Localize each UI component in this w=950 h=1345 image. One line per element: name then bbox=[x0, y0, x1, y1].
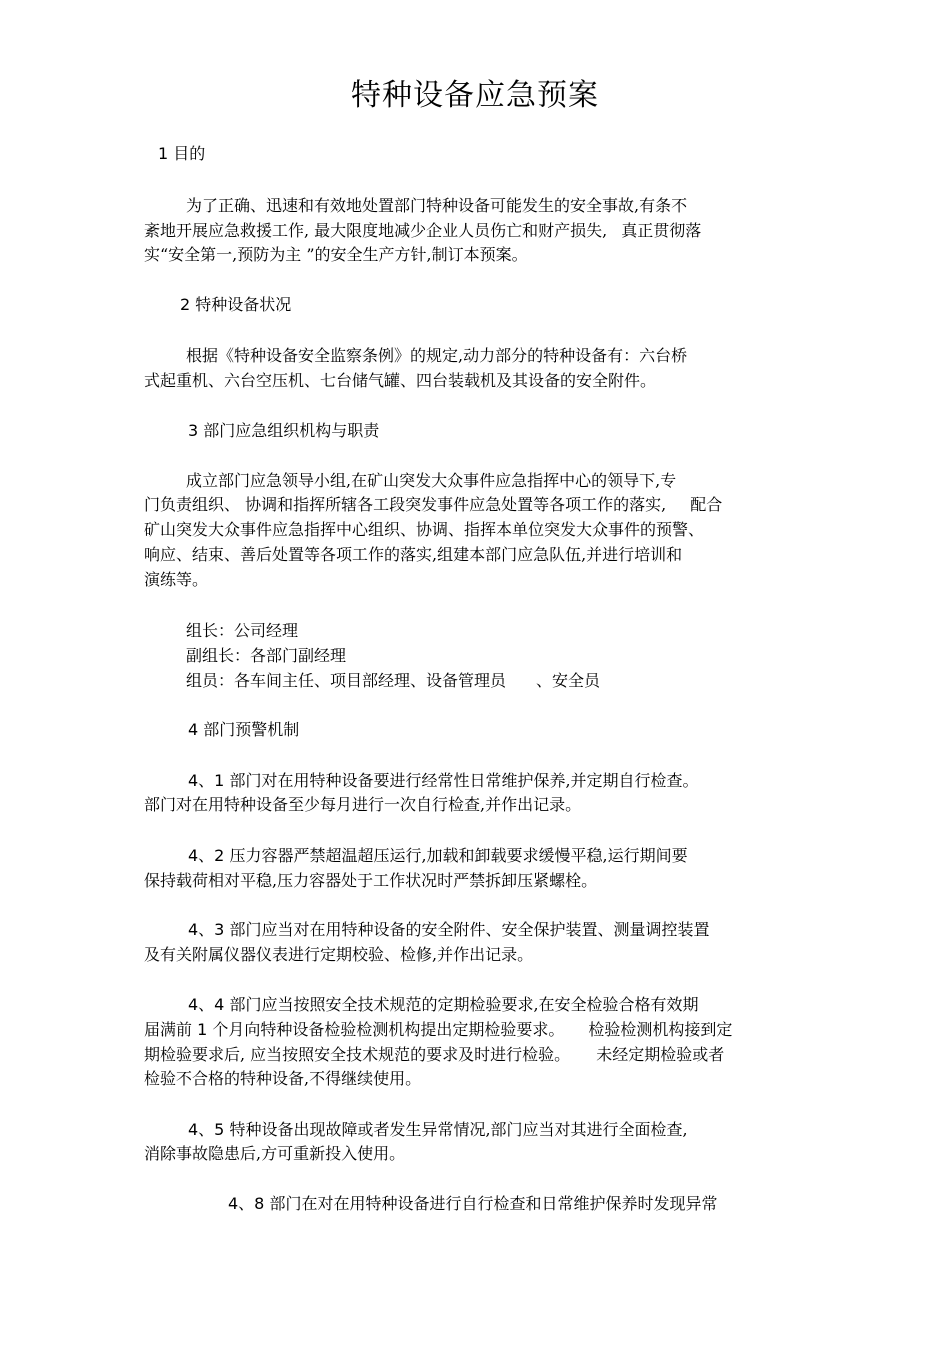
section-2-line-2: 式起重机、六台空压机、七台储气罐、四台装载机及其设备的安全附件。 bbox=[144, 371, 657, 390]
section-3-line-4: 响应、结束、善后处置等各项工作的落实,组建本部门应急队伍,并进行培训和 bbox=[144, 545, 683, 564]
item-4-4-text-2a: 届满前 bbox=[144, 1020, 193, 1039]
item-4-2-line-2: 保持载荷相对平稳,压力容器处于工作状况时严禁拆卸压紧螺栓。 bbox=[144, 871, 598, 890]
item-4-8-number: 4、8 bbox=[228, 1194, 265, 1213]
item-4-4-line-4: 检验不合格的特种设备,不得继续使用。 bbox=[144, 1069, 422, 1088]
item-4-2-line-1 bbox=[188, 846, 688, 866]
item-4-5-text-1: 特种设备出现故障或者发生异常情况,部门应当对其进行全面检查, bbox=[229, 1120, 688, 1139]
member-leader: 组长：公司经理 bbox=[186, 621, 299, 640]
item-4-4-line-3 bbox=[144, 1045, 724, 1065]
document-title: 特种设备应急预案 bbox=[351, 78, 599, 113]
section-3-number: 3 bbox=[188, 421, 199, 440]
item-4-3-text-1: 部门应当对在用特种设备的安全附件、安全保护装置、测量调控装置 bbox=[229, 920, 710, 939]
section-3-line-3: 矿山突发大众事件应急指挥中心组织、协调、指挥本单位突发大众事件的预警、 bbox=[144, 520, 705, 539]
item-4-2-text-1: 压力容器严禁超温超压运行,加载和卸载要求缓慢平稳,运行期间要 bbox=[229, 846, 688, 865]
item-4-1-line-2: 部门对在用特种设备至少每月进行一次自行检查,并作出记录。 bbox=[144, 795, 582, 814]
section-4-heading bbox=[188, 720, 299, 740]
section-1-number: 1 bbox=[158, 144, 169, 163]
member-members-a: 组员：各车间主任、项目部经理、设备管理员 bbox=[186, 671, 507, 690]
section-1-line-1: 为了正确、迅速和有效地处置部门特种设备可能发生的安全事故,有条不 bbox=[186, 196, 688, 215]
item-4-4-text-1: 部门应当按照安全技术规范的定期检验要求,在安全检验合格有效期 bbox=[229, 995, 699, 1014]
section-1-heading bbox=[158, 144, 205, 164]
item-4-5-line-2: 消除事故隐患后,方可重新投入使用。 bbox=[144, 1144, 406, 1163]
item-4-4-text-3b: 未经定期检验或者 bbox=[596, 1045, 725, 1064]
member-members bbox=[186, 671, 600, 691]
member-members-b: 、安全员 bbox=[536, 671, 601, 690]
section-3-line-2 bbox=[144, 495, 722, 515]
item-4-1-number: 4、1 bbox=[188, 771, 225, 790]
section-1-line-3: 实“安全第一,预防为主 ”的安全生产方针,制订本预案。 bbox=[144, 245, 528, 264]
section-1-title: 目的 bbox=[173, 144, 206, 163]
section-2-heading bbox=[180, 295, 291, 315]
item-4-1-line-1 bbox=[188, 771, 699, 791]
section-1-line-2a: 紊地开展应急救援工作, 最大限度地减少企业人员伤亡和财产损失, bbox=[144, 221, 608, 240]
item-4-4-text-3a: 期检验要求后, 应当按照安全技术规范的要求及时进行检验。 bbox=[144, 1045, 571, 1064]
item-4-2-number: 4、2 bbox=[188, 846, 225, 865]
item-4-4-text-2d: 检验检测机构接到定 bbox=[588, 1020, 733, 1039]
item-4-4-line-1 bbox=[188, 995, 699, 1015]
section-1-line-2 bbox=[144, 221, 701, 241]
section-1-line-2b: 真正贯彻落 bbox=[621, 221, 702, 240]
item-4-8-line-1 bbox=[228, 1194, 717, 1214]
item-4-4-number: 4、4 bbox=[188, 995, 225, 1014]
item-4-5-line-1 bbox=[188, 1120, 688, 1140]
section-3-heading bbox=[188, 421, 379, 441]
section-2-line-1: 根据《特种设备安全监察条例》的规定,动力部分的特种设备有：六台桥 bbox=[186, 346, 688, 365]
item-4-5-number: 4、5 bbox=[188, 1120, 225, 1139]
item-4-4-line-2 bbox=[144, 1020, 732, 1040]
section-4-number: 4 bbox=[188, 720, 199, 739]
section-2-title: 特种设备状况 bbox=[195, 295, 292, 314]
item-4-3-number: 4、3 bbox=[188, 920, 225, 939]
section-2-number: 2 bbox=[180, 295, 191, 314]
item-4-3-line-1 bbox=[188, 920, 709, 940]
member-deputy-leader: 副组长：各部门副经理 bbox=[186, 646, 347, 665]
section-3-line-1: 成立部门应急领导小组,在矿山突发大众事件应急指挥中心的领导下,专 bbox=[186, 471, 677, 490]
item-4-4-text-2c: 个月向特种设备检验检测机构提出定期检验要求。 bbox=[212, 1020, 565, 1039]
section-3-title: 部门应急组织机构与职责 bbox=[203, 421, 380, 440]
item-4-1-text-1: 部门对在用特种设备要进行经常性日常维护保养,并定期自行检查。 bbox=[229, 771, 699, 790]
section-4-title: 部门预警机制 bbox=[203, 720, 300, 739]
item-4-8-text-1: 部门在对在用特种设备进行自行检查和日常维护保养时发现异常 bbox=[269, 1194, 718, 1213]
section-3-line-2b: 配合 bbox=[690, 495, 723, 514]
item-4-4-text-2b: 1 bbox=[197, 1020, 208, 1039]
section-3-line-2a: 门负责组织、 协调和指挥所辖各工段突发事件应急处置等各项工作的落实, bbox=[144, 495, 667, 514]
section-3-line-5: 演练等。 bbox=[144, 570, 209, 589]
item-4-3-line-2: 及有关附属仪器仪表进行定期校验、检修,并作出记录。 bbox=[144, 945, 534, 964]
